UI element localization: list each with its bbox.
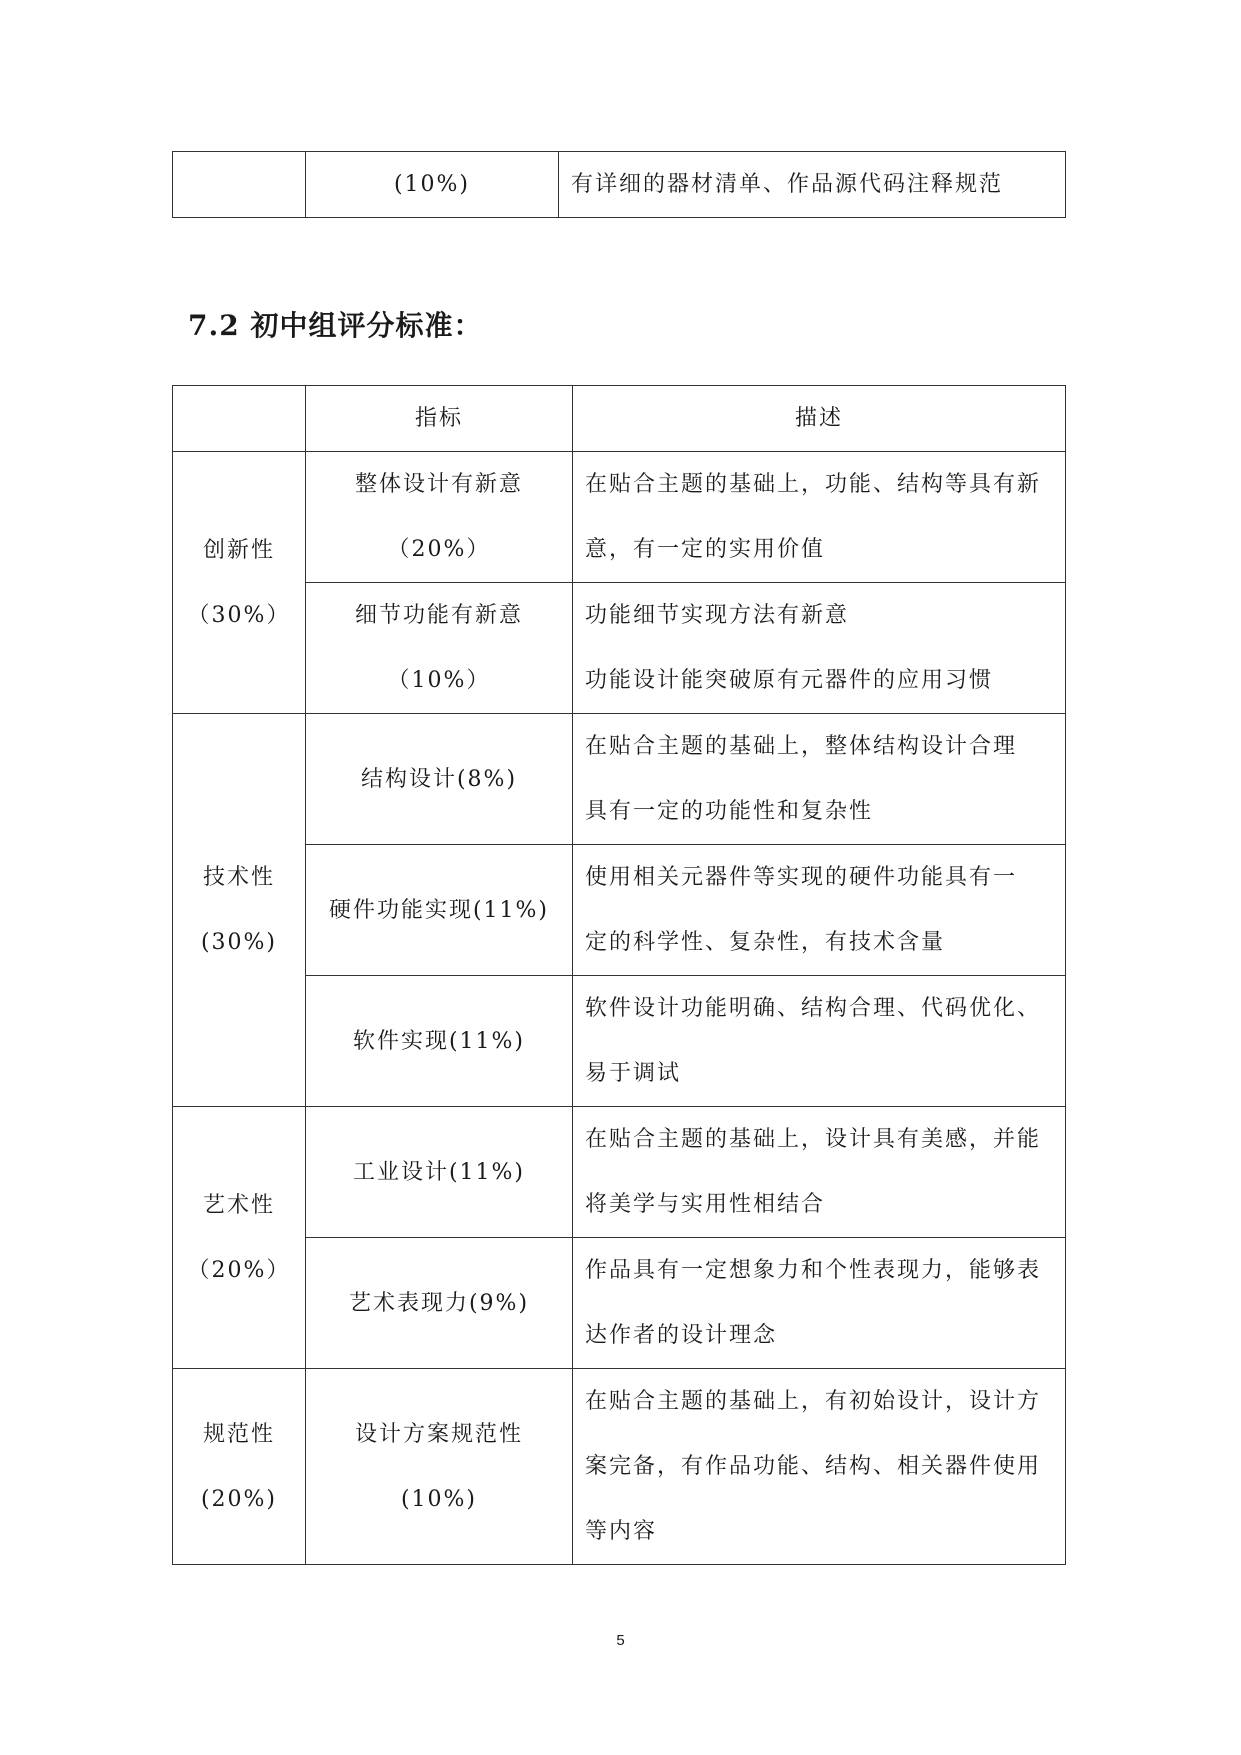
table-header-row	[173, 386, 1066, 452]
table-row	[173, 1238, 1066, 1369]
indicator-cell: 结构设计(8%)	[306, 714, 573, 845]
junior-scoring-table	[172, 385, 1066, 1565]
description-cell: 在贴合主题的基础上，有初始设计，设计方 案完备，有作品功能、结构、相关器件使用 等内容	[573, 1369, 1066, 1565]
indicator-cell: 整体设计有新意 （20%）	[306, 452, 573, 583]
table-row	[173, 1107, 1066, 1238]
description-cell: 在贴合主题的基础上，设计具有美感，并能 将美学与实用性相结合	[573, 1107, 1066, 1238]
header-category-cell	[173, 386, 306, 452]
description-cell: 功能细节实现方法有新意 功能设计能突破原有元器件的应用习惯	[573, 583, 1066, 714]
indicator-cell: 设计方案规范性 (10%)	[306, 1369, 573, 1565]
description-cell: 作品具有一定想象力和个性表现力，能够表 达作者的设计理念	[573, 1238, 1066, 1369]
table-row	[173, 1369, 1066, 1565]
category-cell: 创新性 （30%）	[173, 452, 306, 714]
table-row	[173, 976, 1066, 1107]
description-cell: 在贴合主题的基础上，整体结构设计合理 具有一定的功能性和复杂性	[573, 714, 1066, 845]
table-row	[173, 845, 1066, 976]
indicator-cell: 软件实现(11%)	[306, 976, 573, 1107]
header-description-cell: 描述	[573, 386, 1066, 452]
table-row	[173, 583, 1066, 714]
indicator-cell: (10%)	[306, 152, 559, 218]
header-indicator-cell: 指标	[306, 386, 573, 452]
category-cell: 技术性 (30%)	[173, 714, 306, 1107]
indicator-cell: 艺术表现力(9%)	[306, 1238, 573, 1369]
description-cell: 有详细的器材清单、作品源代码注释规范	[559, 152, 1066, 218]
category-cell: 规范性 (20%)	[173, 1369, 306, 1565]
page-number: 5	[616, 1632, 625, 1649]
continued-criteria-table	[172, 151, 1066, 218]
indicator-cell: 细节功能有新意 （10%）	[306, 583, 573, 714]
description-cell: 软件设计功能明确、结构合理、代码优化、 易于调试	[573, 976, 1066, 1107]
description-cell: 在贴合主题的基础上，功能、结构等具有新 意，有一定的实用价值	[573, 452, 1066, 583]
table-row	[173, 152, 1066, 218]
indicator-cell: 硬件功能实现(11%)	[306, 845, 573, 976]
table-row	[173, 452, 1066, 583]
section-heading: 7.2 初中组评分标准：	[188, 309, 483, 342]
category-cell: 艺术性 （20%）	[173, 1107, 306, 1369]
description-cell: 使用相关元器件等实现的硬件功能具有一 定的科学性、复杂性，有技术含量	[573, 845, 1066, 976]
indicator-cell: 工业设计(11%)	[306, 1107, 573, 1238]
table-row	[173, 714, 1066, 845]
category-cell	[173, 152, 306, 218]
